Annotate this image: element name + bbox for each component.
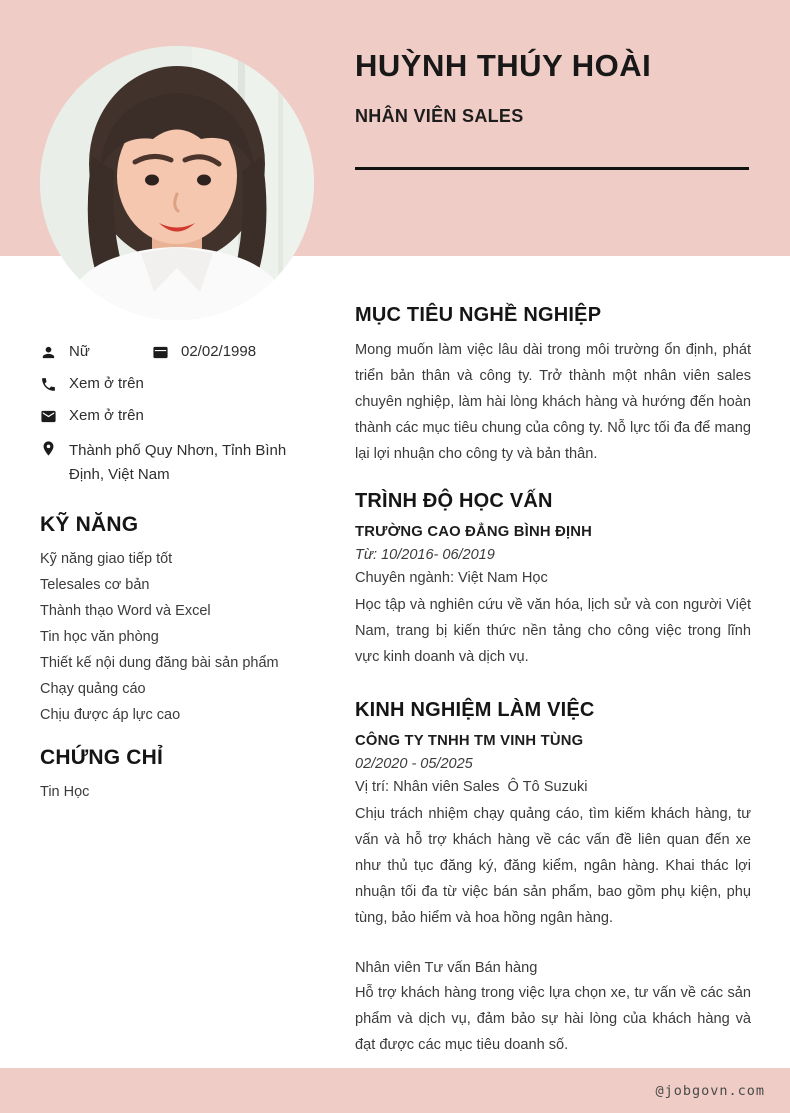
education-heading: TRÌNH ĐỘ HỌC VẤN [355, 490, 553, 512]
certificates-list [40, 779, 322, 805]
skill-item: Chịu được áp lực cao [40, 707, 181, 723]
skill-item: Thành thạo Word và Excel [40, 603, 211, 619]
portrait-illustration [40, 46, 314, 320]
education-school: TRƯỜNG CAO ĐẲNG BÌNH ĐỊNH [355, 524, 593, 540]
experience-role2: Nhân viên Tư vấn Bán hàng [355, 960, 538, 976]
candidate-name: HUỲNH THÚY HOÀI [355, 48, 652, 83]
skills-list [40, 546, 322, 728]
watermark-text: @jobgovn.com [655, 1082, 765, 1099]
person-icon [40, 344, 57, 361]
experience-position: Vị trí: Nhân viên Sales Ô Tô Suzuki [355, 779, 588, 795]
experience-period: 02/2020 - 05/2025 [355, 756, 473, 772]
skill-item: Telesales cơ bản [40, 577, 150, 593]
email-value: Xem ở trên [69, 407, 144, 424]
experience-heading: KINH NGHIỆM LÀM VIỆC [355, 699, 595, 721]
phone-value: Xem ở trên [69, 375, 144, 392]
phone-row [40, 375, 322, 393]
skill-item: Kỹ năng giao tiếp tốt [40, 551, 173, 567]
skills-heading: KỸ NĂNG [40, 513, 139, 536]
birthday-item [152, 343, 256, 361]
certificate-item: Tin Học [40, 784, 90, 800]
gender-value: Nữ [69, 343, 90, 360]
experience-section [355, 698, 751, 1058]
footer-band [0, 1068, 790, 1113]
experience-role2-description: Hỗ trợ khách hàng trong việc lựa chọn xe, tư vấn về các sản phẩm và dịch vụ, đảm bảo sự hài lòng của khách hàng và đạt được các mục tiêu doanh số. [355, 985, 751, 1053]
objective-section [355, 303, 751, 467]
skill-item: Thiết kế nội dung đăng bài sản phẩm [40, 655, 279, 671]
header-divider-line [355, 167, 749, 170]
gender-birthday-row [40, 343, 322, 361]
address-value: Thành phố Quy Nhơn, Tỉnh Bình Định, Việt Nam [69, 442, 287, 483]
job-title: NHÂN VIÊN SALES [355, 106, 524, 126]
profile-photo [40, 46, 314, 320]
certificates-heading: CHỨNG CHỈ [40, 746, 164, 769]
skill-item: Chạy quảng cáo [40, 681, 146, 697]
objective-heading: MỤC TIÊU NGHỀ NGHIỆP [355, 304, 602, 326]
objective-body: Mong muốn làm việc lâu dài trong môi trường ổn định, phát triển bản thân và công ty. Trở thành một nhân viên sales chuyên nghiệp, làm hài lòng khách hàng và hướng đến hoàn thành các mục tiêu chung của công ty. Nỗ lực tối đa để mang lại lợi nhuận cho công ty và bản thân. [355, 342, 751, 462]
phone-icon [40, 376, 57, 393]
birthday-value: 02/02/1998 [181, 343, 257, 360]
education-description: Học tập và nghiên cứu về văn hóa, lịch sử và con người Việt Nam, trang bị kiến thức nền tảng cho công việc trong lĩnh vực kinh doanh và dịch vụ. [355, 597, 751, 665]
calendar-icon [152, 344, 169, 361]
sidebar-column [40, 343, 322, 805]
address-row [40, 439, 322, 487]
location-pin-icon [40, 440, 57, 457]
gender-item [40, 343, 152, 361]
email-row [40, 407, 322, 425]
education-period: Từ: 10/2016- 06/2019 [355, 547, 495, 563]
experience-description: Chịu trách nhiệm chạy quảng cáo, tìm kiếm khách hàng, tư vấn và hỗ trợ khách hàng về các vấn đề liên quan đến xe như thủ tục đăng ký, đăng kiểm, ngân hàng. Khai thác lợi nhuận tối đa từ việc bán sản phẩm, bao gồm phụ kiện, phụ tùng, bảo hiểm và hoa hồng ngân hàng. [355, 806, 751, 926]
email-icon [40, 408, 57, 425]
education-section [355, 489, 751, 670]
education-major: Chuyên ngành: Việt Nam Học [355, 570, 548, 586]
skill-item: Tin học văn phòng [40, 629, 159, 645]
main-column [355, 303, 751, 1058]
experience-company: CÔNG TY TNHH TM VINH TÙNG [355, 733, 584, 749]
